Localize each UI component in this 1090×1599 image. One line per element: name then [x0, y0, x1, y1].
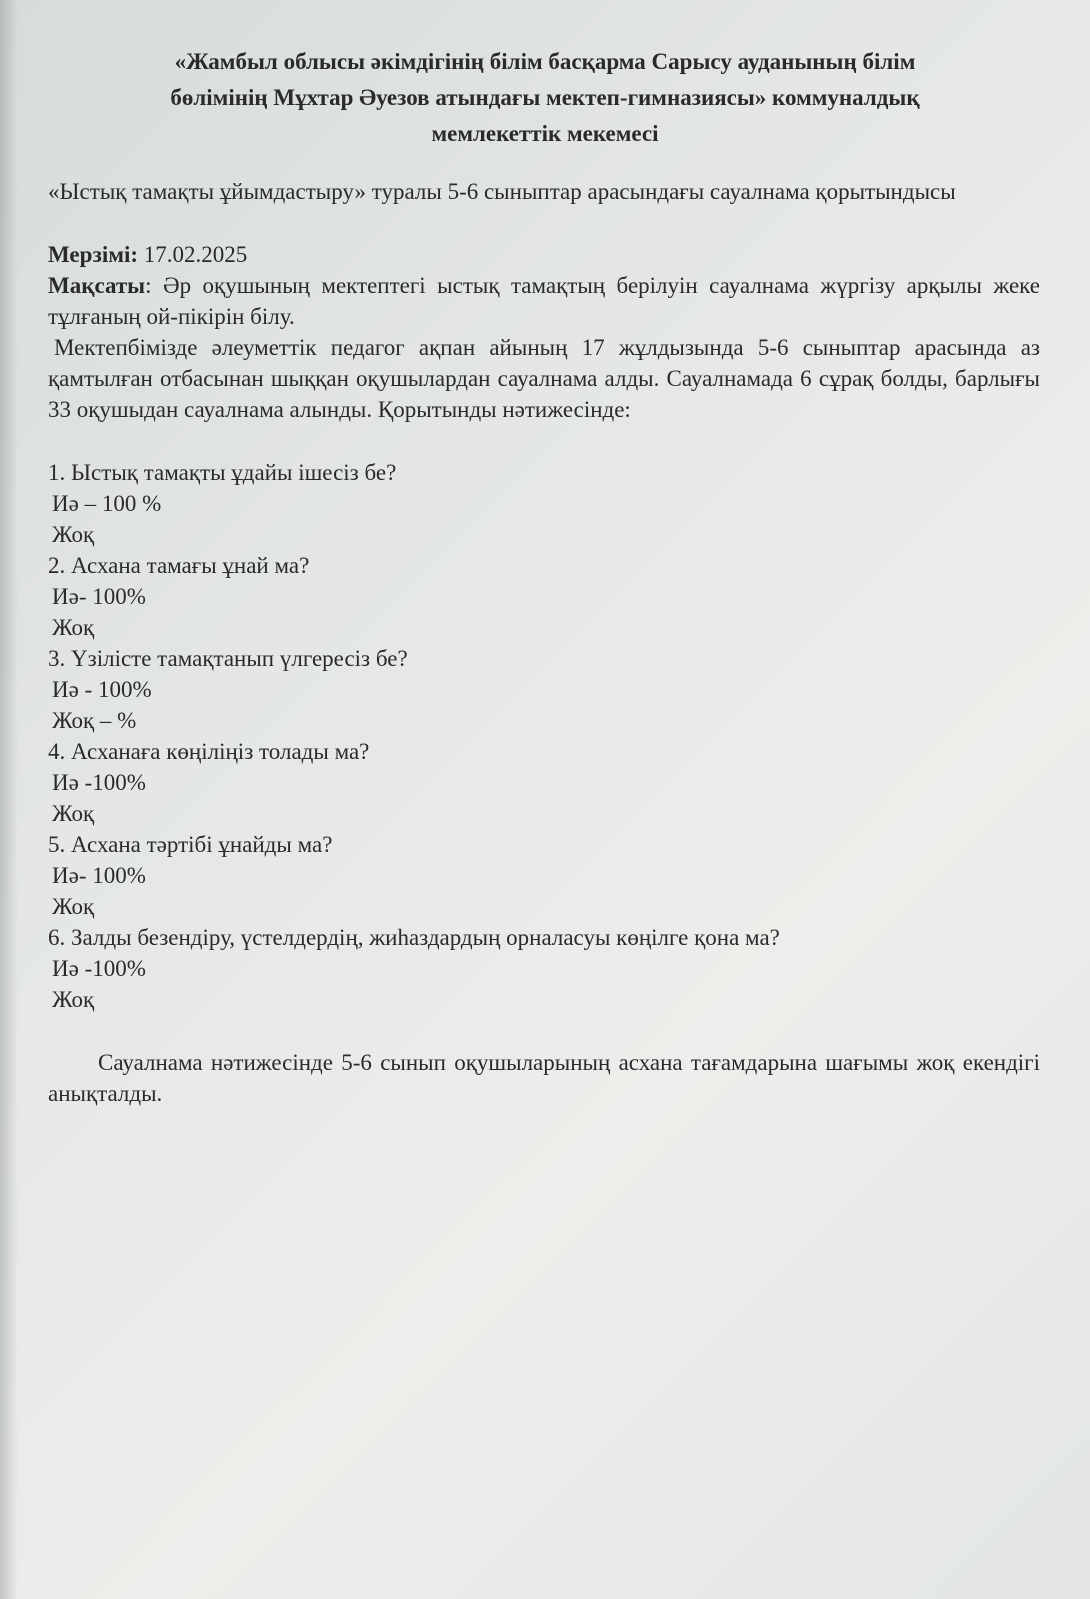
- questions-list: [48, 457, 1040, 1015]
- question-6: 6. Залды безендіру, үстелдердің, жиһаздардың орналасуы көңілге қона ма?: [48, 925, 780, 950]
- question-3: 3. Үзілісте тамақтанып үлгересіз бе?: [48, 646, 408, 671]
- date-label: Мерзімі:: [48, 242, 139, 267]
- header-line-2: бөлімінің Мұхтар Әуезов атындағы мектеп-гимназиясы» коммуналдық: [170, 85, 920, 110]
- answer-no-4: Жоқ: [52, 801, 95, 826]
- header-line-3: мемлекеттік мекемесі: [431, 121, 659, 146]
- answer-yes-1: Иә – 100 %: [52, 491, 162, 516]
- goal-text: : Әр оқушының мектептегі ыстық тамақтың берілуін сауалнама жүргізу арқылы жеке тұлғаның ой-пікірін білу.: [48, 273, 1040, 329]
- survey-subject: «Ыстық тамақты ұйымдастыру» туралы 5-6 сыныптар арасындағы сауалнама қорытындысы: [48, 179, 956, 204]
- answer-yes-6: Иә -100%: [52, 956, 146, 981]
- document-header: [60, 44, 1030, 152]
- document-body: [48, 176, 1040, 1109]
- survey-date: [48, 239, 1040, 270]
- question-2: 2. Асхана тамағы ұнай ма?: [48, 553, 310, 578]
- question-5: 5. Асхана тәртібі ұнайды ма?: [48, 832, 333, 857]
- answer-yes-5: Иә- 100%: [52, 863, 146, 888]
- survey-conclusion: Сауалнама нәтижесінде 5-6 сынып оқушыларының асхана тағамдарына шағымы жоқ екендігі анықталды.: [48, 1050, 1040, 1106]
- answer-yes-3: Иә - 100%: [52, 677, 152, 702]
- answer-no-5: Жоқ: [52, 894, 95, 919]
- question-1: 1. Ыстық тамақты ұдайы ішесіз бе?: [48, 460, 397, 485]
- page-edge-shadow: [0, 0, 18, 1599]
- header-line-1: «Жамбыл облысы әкімдігінің білім басқарма Сарысу ауданының білім: [174, 49, 916, 74]
- goal-label: Мақсаты: [48, 273, 146, 298]
- date-value: 17.02.2025: [143, 242, 248, 267]
- answer-no-3: Жоқ – %: [52, 708, 137, 733]
- answer-yes-4: Иә -100%: [52, 770, 146, 795]
- question-4: 4. Асханаға көңіліңіз толады ма?: [48, 739, 370, 764]
- survey-intro: Мектепбімізде әлеуметтік педагог ақпан айының 17 жұлдызында 5-6 сыныптар арасында аз қамтылған отбасынан шыққан оқушылардан сауалнама алды. Сауалнамада 6 сұрақ болды, барлығы 33 оқушыдан сауалнама алынды. Қорытынды нәтижесінде:: [48, 335, 1040, 422]
- answer-no-1: Жоқ: [52, 522, 95, 547]
- answer-no-6: Жоқ: [52, 987, 95, 1012]
- answer-no-2: Жоқ: [52, 615, 95, 640]
- survey-goal: [48, 270, 1040, 332]
- answer-yes-2: Иә- 100%: [52, 584, 146, 609]
